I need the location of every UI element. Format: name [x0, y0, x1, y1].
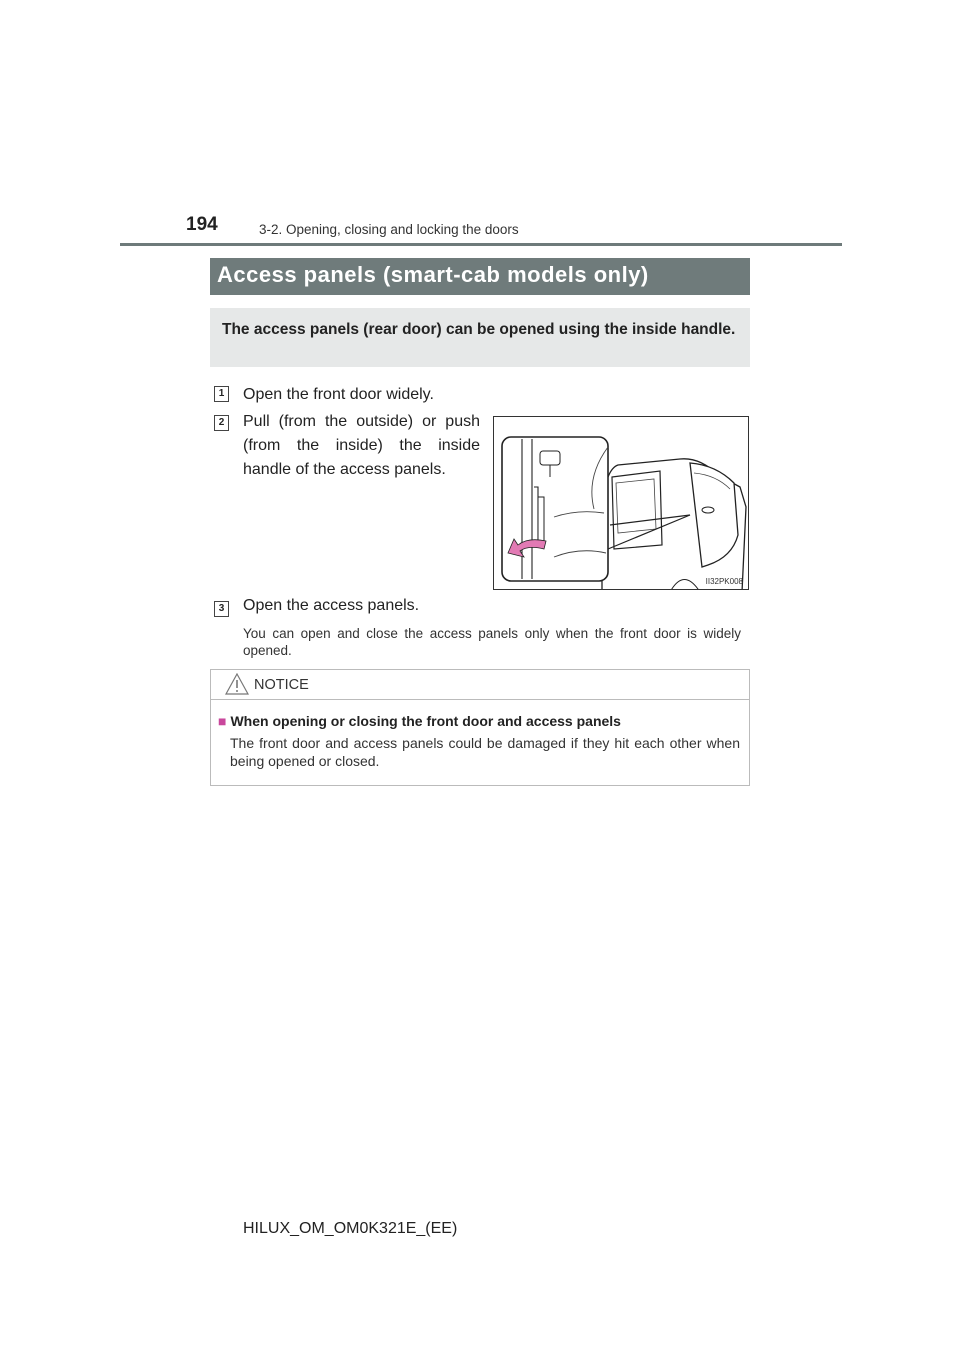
header-rule	[120, 243, 842, 246]
step-3-text: Open the access panels.	[243, 597, 420, 614]
notice-header	[211, 670, 749, 700]
access-panel-illustration	[493, 416, 749, 590]
notice-label: NOTICE	[254, 677, 309, 693]
notice-heading-text: When opening or closing the front door and access panels	[230, 713, 621, 729]
notice-box	[210, 669, 750, 786]
page-title: Access panels (smart-cab models only)	[210, 258, 750, 295]
intro-text: The access panels (rear door) can be opened using the inside handle.	[222, 321, 736, 338]
step-number-2: 2	[214, 415, 229, 431]
notice-heading	[218, 713, 621, 729]
step-number-1: 1	[214, 386, 229, 402]
page-number: 194	[186, 214, 218, 235]
warning-triangle-icon	[225, 673, 249, 695]
figure-code: II32PK008	[705, 577, 743, 586]
door-handle-drawing	[494, 417, 749, 590]
step-number-3: 3	[214, 601, 229, 617]
intro-box	[210, 308, 750, 367]
step-1-text: Open the front door widely.	[243, 386, 434, 403]
section-title: 3-2. Opening, closing and locking the doors	[259, 222, 519, 237]
step-2-text: Pull (from the outside) or push (from the inside) the inside handle of the access panels.	[243, 413, 480, 478]
square-bullet-icon: ■	[218, 713, 227, 729]
notice-body: The front door and access panels could be damaged if they hit each other when being opened or closed.	[230, 735, 740, 769]
footer-doc-id: HILUX_OM_OM0K321E_(EE)	[243, 1220, 458, 1237]
step-3-note: You can open and close the access panels only when the front door is widely opened.	[243, 626, 741, 658]
